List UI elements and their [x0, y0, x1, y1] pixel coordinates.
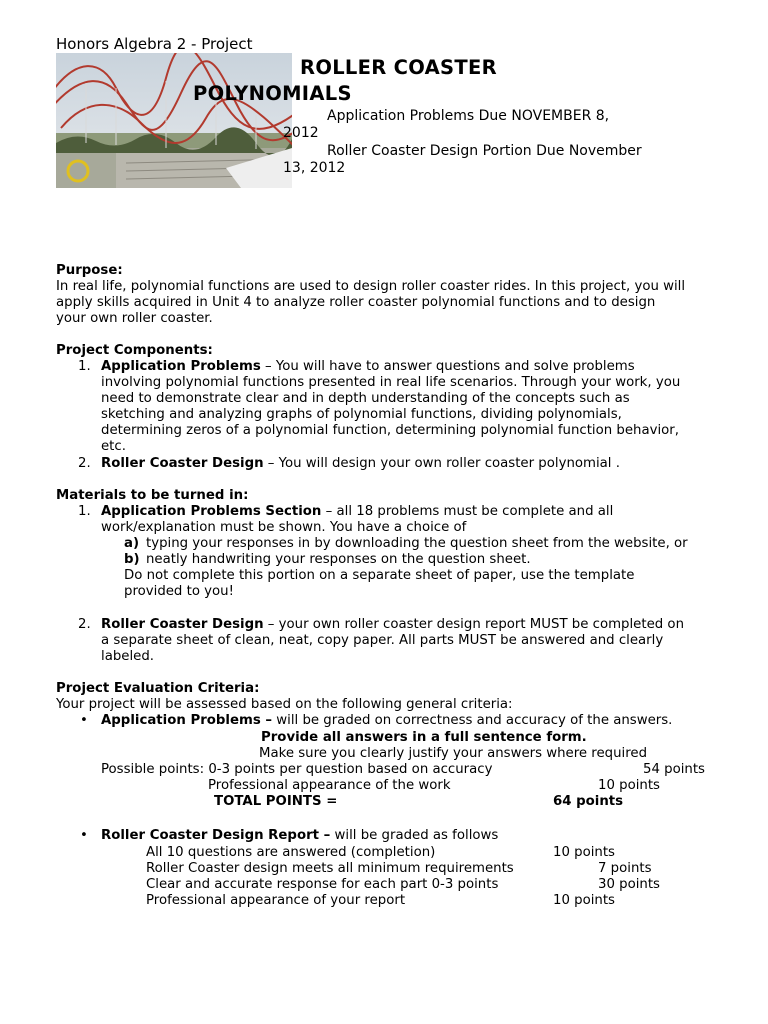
list-number: 2.	[78, 456, 91, 471]
points-label: All 10 questions are answered (completion)	[146, 845, 436, 860]
list-item	[101, 359, 635, 375]
purpose-line: In real life, polynomial functions are used to design roller coaster rides. In this project, you will	[56, 279, 686, 294]
note-line: provided to you!	[124, 584, 234, 599]
item-text: will be graded on correctness and accuracy of the answers.	[272, 713, 673, 728]
full-sentence-note: Provide all answers in a full sentence form.	[261, 730, 587, 745]
item-text: will be graded as follows	[330, 828, 499, 843]
list-item	[101, 456, 620, 472]
note-line: Do not complete this portion on a separate sheet of paper, use the template	[124, 568, 635, 583]
item-text: – You will design your own roller coaster polynomial .	[263, 456, 620, 471]
roller-coaster-photo	[56, 53, 292, 188]
due-date-2-year: 13, 2012	[283, 160, 346, 176]
list-number: 2.	[78, 617, 91, 632]
due-date-2: Roller Coaster Design Portion Due November	[327, 143, 642, 159]
option-text: neatly handwriting your responses on the question sheet.	[146, 552, 531, 567]
list-line: determining zeros of a polynomial function, determining polynomial function behavior,	[101, 423, 680, 438]
list-line: work/explanation must be shown. You have a choice of	[101, 520, 467, 535]
points-value: 30 points	[598, 877, 660, 892]
list-line: need to demonstrate clear and in depth understanding of the concepts such as	[101, 391, 630, 406]
due-date-1: Application Problems Due NOVEMBER 8,	[327, 108, 610, 124]
item-text: – all 18 problems must be complete and all	[321, 504, 614, 519]
option-label: b)	[124, 552, 140, 567]
total-label: TOTAL POINTS =	[214, 794, 338, 809]
option-text: typing your responses in by downloading the question sheet from the website, or	[146, 536, 688, 551]
points-label: Possible points: 0-3 points per question based on accuracy	[101, 762, 493, 777]
list-line: sketching and analyzing graphs of polynomial functions, dividing polynomials,	[101, 407, 622, 422]
points-value: 10 points	[598, 778, 660, 793]
points-value: 10 points	[553, 845, 615, 860]
list-item	[101, 617, 684, 633]
list-line: labeled.	[101, 649, 155, 664]
points-value: 7 points	[598, 861, 652, 876]
points-label: Professional appearance of the work	[208, 778, 451, 793]
materials-heading: Materials to be turned in:	[56, 488, 249, 503]
points-value: 10 points	[553, 893, 615, 908]
criteria-item	[101, 713, 672, 729]
points-label: Roller Coaster design meets all minimum requirements	[146, 861, 514, 876]
title-line-1: ROLLER COASTER	[300, 56, 497, 79]
points-label: Professional appearance of your report	[146, 893, 406, 908]
course-title: Honors Algebra 2 - Project	[56, 35, 253, 53]
item-title: Application Problems Section	[101, 504, 322, 519]
list-number: 1.	[78, 359, 91, 374]
option-label: a)	[124, 536, 140, 551]
bullet: •	[80, 828, 88, 843]
evaluation-intro: Your project will be assessed based on the following general criteria:	[56, 697, 513, 712]
list-line: etc.	[101, 439, 126, 454]
item-title: Roller Coaster Design	[101, 617, 264, 632]
evaluation-heading: Project Evaluation Criteria:	[56, 681, 260, 696]
points-label: Clear and accurate response for each part 0-3 points	[146, 877, 499, 892]
item-text: – your own roller coaster design report MUST be completed on	[263, 617, 684, 632]
list-number: 1.	[78, 504, 91, 519]
due-date-1-year: 2012	[283, 125, 319, 141]
title-line-2: POLYNOMIALS	[193, 82, 352, 105]
purpose-line: apply skills acquired in Unit 4 to analyze roller coaster polynomial functions and to design	[56, 295, 656, 310]
list-item	[101, 504, 613, 520]
total-value: 64 points	[553, 794, 624, 809]
points-value: 54 points	[643, 762, 705, 777]
bullet: •	[80, 713, 88, 728]
item-text: – You will have to answer questions and solve problems	[260, 359, 635, 374]
purpose-line: your own roller coaster.	[56, 311, 213, 326]
item-title: Roller Coaster Design Report –	[101, 828, 331, 843]
purpose-heading: Purpose:	[56, 263, 123, 278]
justify-note: Make sure you clearly justify your answers where required	[259, 746, 648, 761]
item-title: Application Problems –	[101, 713, 273, 728]
item-title: Roller Coaster Design	[101, 456, 264, 471]
criteria-item	[101, 828, 498, 844]
components-heading: Project Components:	[56, 343, 213, 358]
list-line: involving polynomial functions presented in real life scenarios. Through your work, you	[101, 375, 681, 390]
item-title: Application Problems	[101, 359, 261, 374]
list-line: a separate sheet of clean, neat, copy paper. All parts MUST be answered and clearly	[101, 633, 664, 648]
